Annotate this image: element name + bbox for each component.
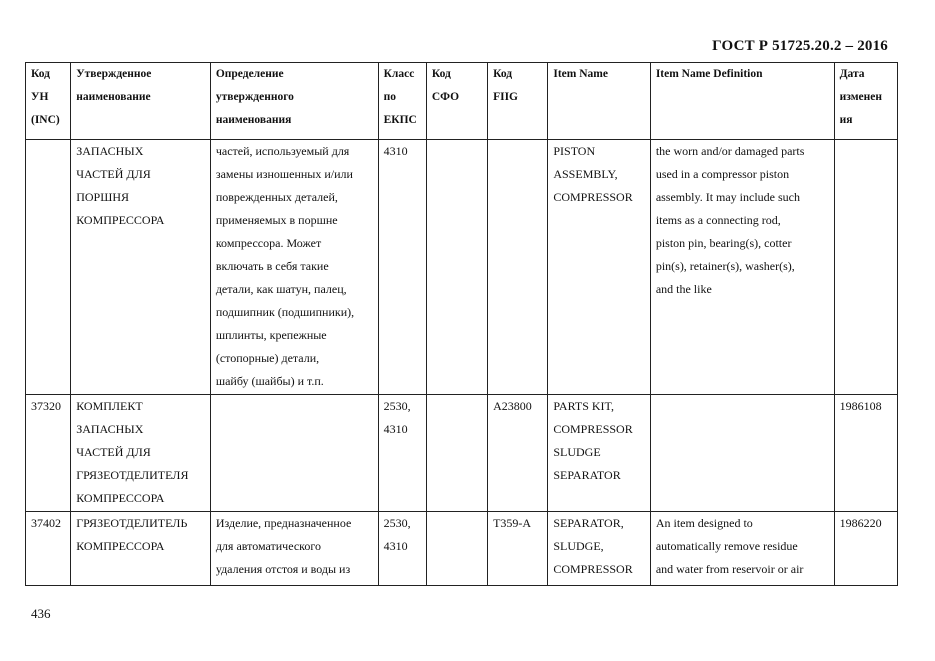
cell-inc: 37320	[26, 395, 71, 512]
table-row	[26, 512, 898, 586]
col-ekps-class-header: Класс по ЕКПС	[378, 63, 426, 140]
cell-item-name: PARTS KIT, COMPRESSOR SLUDGE SEPARATOR	[548, 395, 650, 512]
cell-inc: 37402	[26, 512, 71, 586]
cell-sfo-code	[426, 140, 487, 395]
col-definition-header: Определение утвержденного наименования	[210, 63, 378, 140]
cell-definition	[210, 395, 378, 512]
cell-definition: Изделие, предназначенное для автоматического удаления отстоя и воды из	[210, 512, 378, 586]
cell-inc	[26, 140, 71, 395]
cell-change-date: 1986220	[834, 512, 897, 586]
cell-item-definition: the worn and/or damaged parts used in a compressor piston assembly. It may include such items as a connecting rod, piston pin, bearing(s), cotter pin(s), retainer(s), washer(s), and the like	[650, 140, 834, 395]
cell-change-date	[834, 140, 897, 395]
cell-approved-name: ГРЯЗЕОТДЕЛИТЕЛЬ КОМПРЕССОРА	[71, 512, 211, 586]
cell-fiig-code: A23800	[488, 395, 548, 512]
col-item-definition-header: Item Name Definition	[650, 63, 834, 140]
col-approved-name-header: Утвержденное наименование	[71, 63, 211, 140]
cell-fiig-code: T359-A	[488, 512, 548, 586]
page-number: 436	[31, 606, 51, 621]
table-row	[26, 140, 898, 395]
col-inc-header: Код УН (INC)	[26, 63, 71, 140]
cell-definition: частей, используемый для замены изношенных и/или поврежденных деталей, применяемых в поршне компрессора. Может включать в себя такие детали, как шатун, палец, подшипник (подшипники), шплинты, крепежные (стопорные) детали, шайбу (шайбы) и т.п.	[210, 140, 378, 395]
cell-item-name: SEPARATOR, SLUDGE, COMPRESSOR	[548, 512, 650, 586]
cell-item-name: PISTON ASSEMBLY, COMPRESSOR	[548, 140, 650, 395]
table-header-row	[26, 63, 898, 140]
col-sfo-code-header: Код СФО	[426, 63, 487, 140]
cell-item-definition: An item designed to automatically remove residue and water from reservoir or air	[650, 512, 834, 586]
col-change-date-header: Дата изменен ия	[834, 63, 897, 140]
table-row	[26, 395, 898, 512]
catalog-table	[25, 62, 898, 586]
cell-sfo-code	[426, 395, 487, 512]
cell-item-definition	[650, 395, 834, 512]
cell-approved-name: ЗАПАСНЫХ ЧАСТЕЙ ДЛЯ ПОРШНЯ КОМПРЕССОРА	[71, 140, 211, 395]
cell-sfo-code	[426, 512, 487, 586]
document-id: ГОСТ Р 51725.20.2 – 2016	[712, 38, 888, 54]
col-fiig-code-header: Код FIIG	[488, 63, 548, 140]
col-item-name-header: Item Name	[548, 63, 650, 140]
cell-ekps-class: 2530, 4310	[378, 512, 426, 586]
cell-approved-name: КОМПЛЕКТ ЗАПАСНЫХ ЧАСТЕЙ ДЛЯ ГРЯЗЕОТДЕЛИТЕЛЯ КОМПРЕССОРА	[71, 395, 211, 512]
cell-change-date: 1986108	[834, 395, 897, 512]
cell-ekps-class: 4310	[378, 140, 426, 395]
cell-fiig-code	[488, 140, 548, 395]
cell-ekps-class: 2530, 4310	[378, 395, 426, 512]
